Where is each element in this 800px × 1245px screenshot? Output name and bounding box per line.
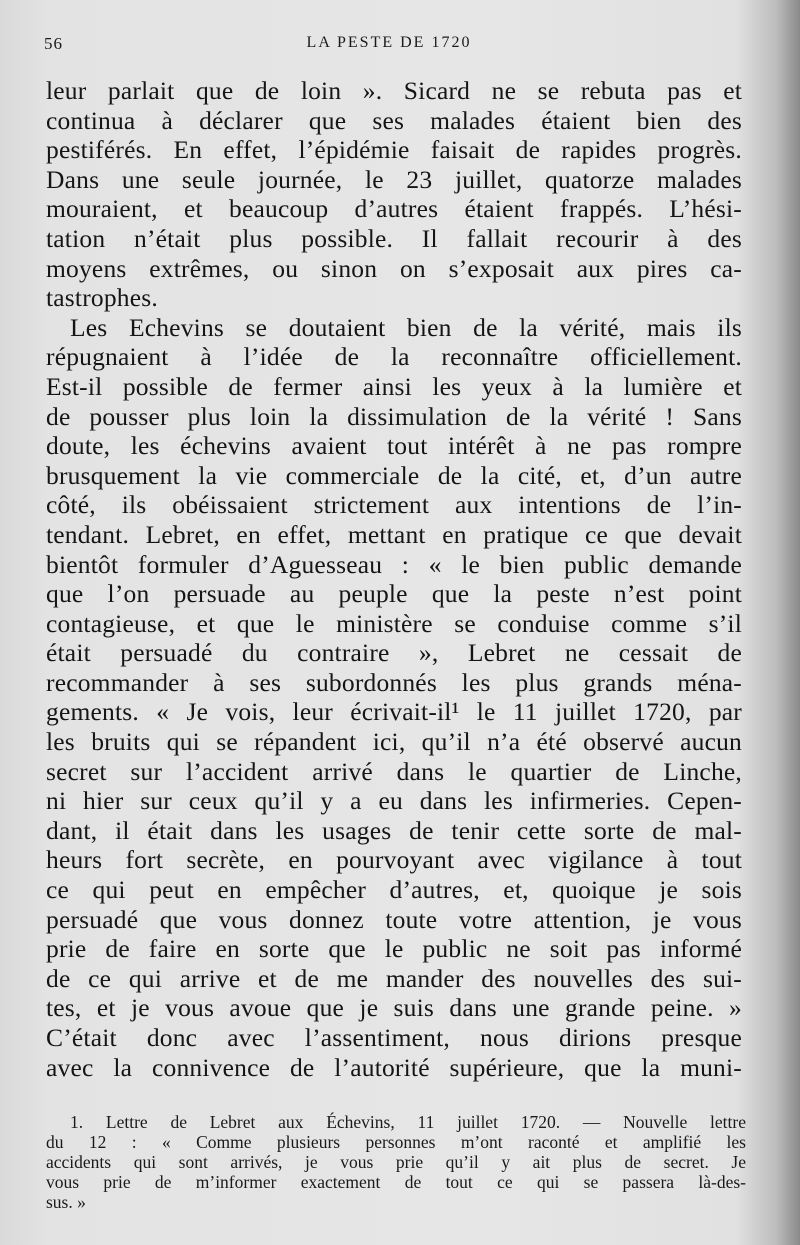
text-line: secret sur l’accident arrivé dans le quartier de Linche, bbox=[46, 756, 742, 786]
body-text bbox=[46, 76, 742, 1082]
text-line: de pousser plus loin la dissimulation de la vérité ! Sans bbox=[46, 401, 742, 431]
text-line: ce qui peut en empêcher d’autres, et, quoique je sois bbox=[46, 875, 742, 905]
text-line: ni hier sur ceux qu’il y a eu dans les infirmeries. Cepen- bbox=[46, 786, 742, 816]
running-title: LA PESTE DE 1720 bbox=[306, 34, 472, 51]
footnote-line: 1. Lettre de Lebret aux Échevins, 11 juillet 1720. — Nouvelle lettre bbox=[70, 1112, 746, 1132]
text-line: leur parlait que de loin ». Sicard ne se rebuta pas et bbox=[46, 76, 742, 105]
text-line: que l’on persuade au peuple que la peste n’est point bbox=[46, 579, 742, 609]
text-line: contagieuse, et que le ministère se conduise comme s’il bbox=[46, 608, 742, 638]
text-line: heurs fort secrète, en pourvoyant avec vigilance à tout bbox=[46, 845, 742, 875]
text-line: recommander à ses subordonnés les plus grands ména- bbox=[46, 667, 742, 697]
text-line: de ce qui arrive et de me mander des nouvelles des sui- bbox=[46, 963, 742, 993]
text-line: brusquement la vie commerciale de la cité, et, d’un autre bbox=[46, 460, 742, 490]
footnote-line: sus. » bbox=[46, 1192, 86, 1212]
text-line: les bruits qui se répandent ici, qu’il n’a été observé aucun bbox=[46, 727, 742, 757]
text-line: tes, et je vous avoue que je suis dans une grande peine. » bbox=[46, 993, 742, 1023]
text-line: Les Echevins se doutaient bien de la vérité, mais ils bbox=[70, 312, 742, 342]
text-line: moyens extrêmes, ou sinon on s’exposait aux pires ca- bbox=[46, 253, 742, 283]
text-line: Dans une seule journée, le 23 juillet, quatorze malades bbox=[46, 164, 742, 194]
text-line: côté, ils obéissaient strictement aux intentions de l’in- bbox=[46, 490, 742, 520]
text-line: tation n’était plus possible. Il fallait recourir à des bbox=[46, 223, 742, 253]
text-line: C’était donc avec l’assentiment, nous dirions presque bbox=[46, 1023, 742, 1052]
text-line: continua à déclarer que ses malades étaient bien des bbox=[46, 105, 742, 135]
text-line: persuadé que vous donnez toute votre attention, je vous bbox=[46, 904, 742, 934]
text-line: Est-il possible de fermer ainsi les yeux à la lumière et bbox=[46, 371, 742, 401]
text-line: avec la connivence de l’autorité supérieure, que la muni- bbox=[46, 1052, 742, 1082]
text-line: tendant. Lebret, en effet, mettant en pratique ce que devait bbox=[46, 519, 742, 549]
text-line: répugnaient à l’idée de la reconnaître officiellement. bbox=[46, 342, 742, 372]
text-line: bientôt formuler d’Aguesseau : « le bien public demande bbox=[46, 549, 742, 579]
footnote-line: vous prie de m’informer exactement de tout ce qui se passera là-des- bbox=[46, 1172, 746, 1192]
page-number: 56 bbox=[44, 34, 63, 53]
text-line: doute, les échevins avaient tout intérêt à ne pas rompre bbox=[46, 431, 742, 461]
text-line: dant, il était dans les usages de tenir cette sorte de mal- bbox=[46, 815, 742, 845]
running-head bbox=[44, 34, 734, 58]
footnotes bbox=[46, 1112, 746, 1212]
text-line: mouraient, et beaucoup d’autres étaient frappés. L’hési- bbox=[46, 194, 742, 224]
footnote-line: accidents qui sont arrivés, je vous prie qu’il y ait plus de secret. Je bbox=[46, 1152, 746, 1172]
text-line: pestiférés. En effet, l’épidémie faisait de rapides progrès. bbox=[46, 135, 742, 165]
text-line: gements. « Je vois, leur écrivait-il¹ le 11 juillet 1720, par bbox=[46, 697, 742, 727]
footnote-line: du 12 : « Comme plusieurs personnes m’ont raconté et amplifié les bbox=[46, 1132, 746, 1152]
text-line: prie de faire en sorte que le public ne soit pas informé bbox=[46, 934, 742, 964]
text-line: tastrophes. bbox=[46, 283, 158, 313]
text-line: était persuadé du contraire », Lebret ne cessait de bbox=[46, 638, 742, 668]
